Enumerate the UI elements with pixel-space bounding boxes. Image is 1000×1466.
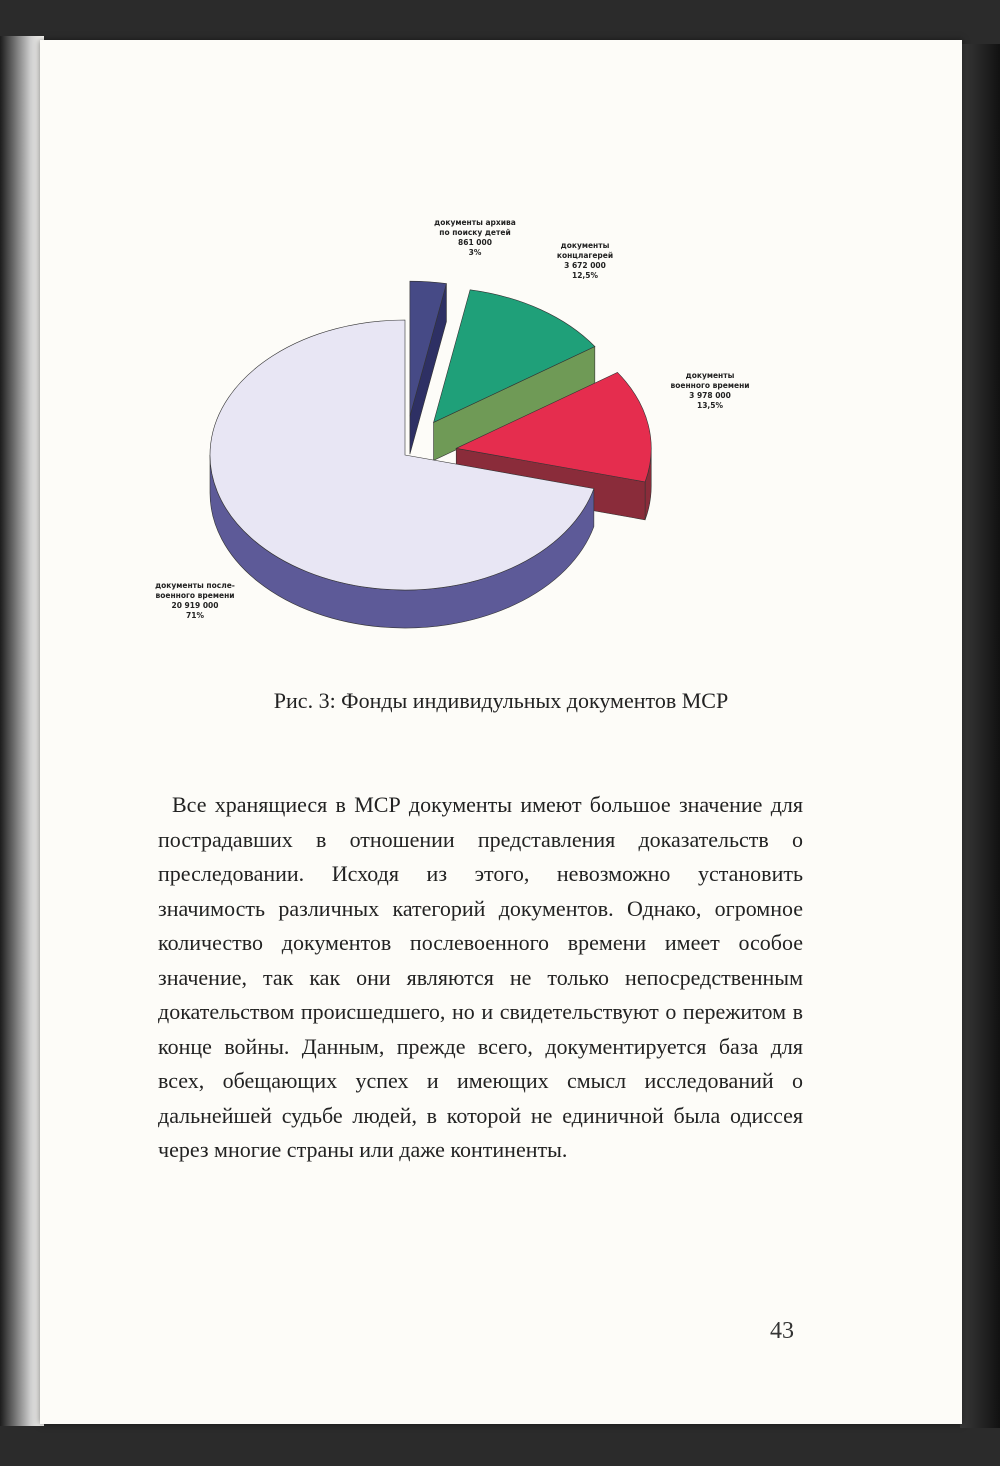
slice-label-2 bbox=[670, 371, 749, 410]
pie-chart bbox=[120, 170, 760, 650]
slice-label-line: документы после- bbox=[155, 581, 235, 590]
slice-label-line: 20 919 000 bbox=[171, 601, 219, 610]
book-edge bbox=[960, 44, 1000, 1428]
slice-label-line: 3 672 000 bbox=[564, 261, 606, 270]
body-paragraph: Все хранящиеся в МСР документы имеют большое значение для пострадавших в отношении представления доказательств о преследовании. Исходя из этого, невозможно установить значимость различных категорий документов. Однако, огромное количество документов послевоенного времени имеет особое значение, так как они являются не только непосредственным докательством происшедшего, но и свидетельствуют о пережитом в конце войны. Данным, прежде всего, документируется база для всех, обещающих успех и имеющих смысл исследований о дальнейшей судьбе людей, в которой не единичной была одиссея через многие страны или даже континенты. bbox=[158, 792, 803, 1162]
slice-label-line: по поиску детей bbox=[439, 228, 511, 237]
slice-label-line: документы архива bbox=[434, 218, 516, 227]
slice-label-0 bbox=[434, 218, 516, 257]
slice-label-line: 3 978 000 bbox=[689, 391, 731, 400]
slice-label-3 bbox=[155, 581, 235, 620]
slice-label-line: 13,5% bbox=[696, 401, 724, 410]
slice-label-line: 861 000 bbox=[458, 238, 492, 247]
slice-label-line: документы bbox=[685, 371, 735, 380]
slice-label-line: военного времени bbox=[670, 381, 750, 390]
slice-label-line: концлагерей bbox=[556, 251, 614, 260]
slice-label-line: военного времени bbox=[155, 591, 235, 600]
figure-caption: Рис. 3: Фонды индивидульных документов МСР bbox=[273, 688, 729, 713]
slice-label-line: 71% bbox=[186, 611, 204, 620]
page-number: 43 bbox=[770, 1318, 794, 1344]
slice-label-line: 3% bbox=[468, 248, 482, 257]
slice-label-line: документы bbox=[560, 241, 610, 250]
book-gutter bbox=[0, 36, 44, 1426]
slice-label-1 bbox=[557, 241, 613, 280]
slice-label-line: 12,5% bbox=[571, 271, 599, 280]
